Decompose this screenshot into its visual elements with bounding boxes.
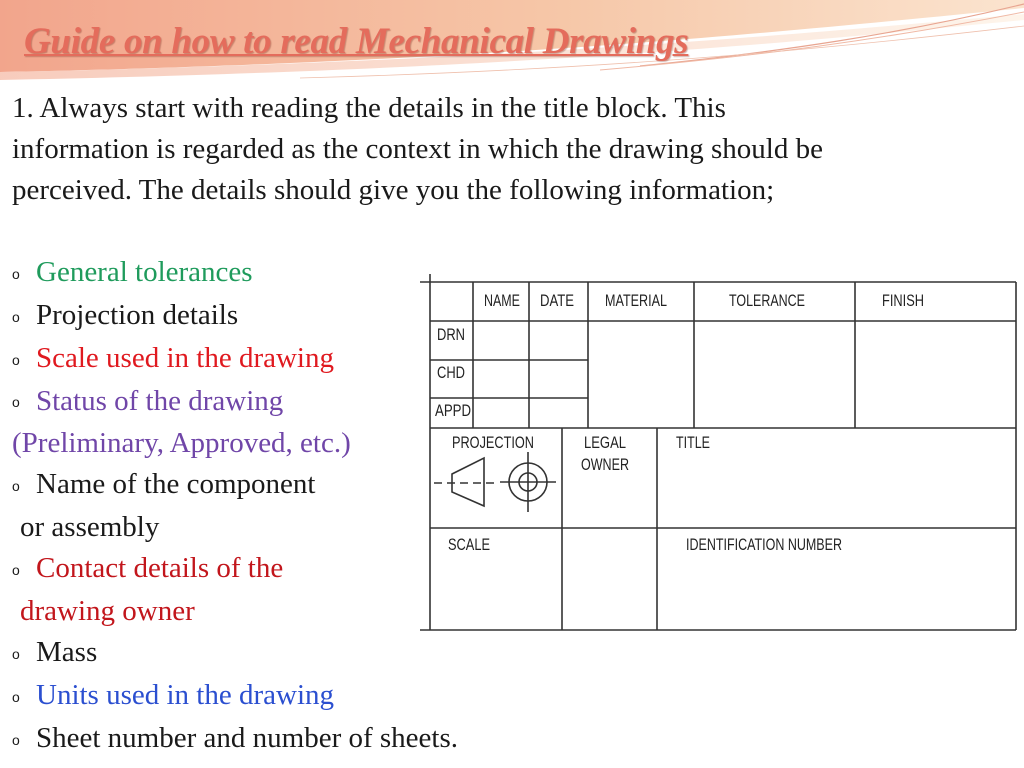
bullet-icon: o — [12, 265, 20, 282]
list-item-units — [12, 675, 458, 718]
bullet-icon: o — [12, 688, 20, 705]
title-block-drawing — [418, 266, 1022, 650]
list-item-general-tolerances — [12, 252, 458, 295]
list-item-text-continued: (Preliminary, Approved, etc.) — [12, 427, 351, 460]
tb-header-tolerance: TOLERANCE — [729, 291, 805, 310]
tb-row-chd: CHD — [437, 363, 465, 382]
list-item-mass — [12, 632, 458, 675]
tb-legal-owner-line1: LEGAL — [584, 433, 626, 452]
bullet-icon: o — [12, 394, 20, 411]
tb-scale-label: SCALE — [448, 535, 490, 554]
intro-line: 1. Always start with reading the details in the title block. This — [12, 92, 726, 124]
list-item-contact-details — [12, 548, 458, 632]
tb-row-appd: APPD — [435, 401, 471, 420]
list-item-text: Mass — [36, 636, 98, 669]
intro-paragraph — [12, 88, 1012, 211]
list-item-text: Sheet number and number of sheets. — [36, 721, 459, 754]
list-item-status — [12, 381, 458, 465]
list-item-text-continued: or assembly — [20, 511, 160, 544]
list-item-text: Units used in the drawing — [36, 678, 335, 711]
list-item-text-continued: drawing owner — [20, 595, 195, 628]
tb-legal-owner-line2: OWNER — [581, 455, 629, 474]
tb-identification-label: IDENTIFICATION NUMBER — [686, 535, 842, 554]
tb-header-date: DATE — [540, 291, 574, 310]
list-item-text: General tolerances — [36, 256, 253, 288]
tb-header-finish: FINISH — [882, 291, 924, 310]
list-item-scale — [12, 338, 458, 381]
tb-title-label: TITLE — [676, 433, 710, 452]
bullet-icon: o — [12, 478, 20, 495]
list-item-text: Scale used in the drawing — [36, 341, 334, 374]
bullet-icon: o — [12, 562, 20, 579]
list-item-text: Status of the drawing — [36, 384, 284, 417]
bullet-icon: o — [12, 731, 20, 748]
list-item-text: Projection details — [36, 298, 239, 331]
tb-projection-label: PROJECTION — [452, 433, 534, 452]
list-item-sheet-number — [12, 718, 458, 761]
intro-line: information is regarded as the context in which the drawing should be — [12, 133, 823, 165]
tb-row-drn: DRN — [437, 325, 465, 344]
title-block-info-list — [12, 252, 458, 761]
bullet-icon: o — [12, 351, 20, 368]
list-item-component-name — [12, 464, 458, 548]
slide-title: Guide on how to read Mechanical Drawings — [24, 21, 689, 62]
list-item-projection-details — [12, 295, 458, 338]
bullet-icon: o — [12, 645, 20, 662]
tb-header-material: MATERIAL — [605, 291, 667, 310]
list-item-text: Contact details of the — [36, 552, 284, 585]
intro-line: perceived. The details should give you the following information; — [12, 174, 775, 206]
list-item-text: Name of the component — [36, 468, 316, 501]
bullet-icon: o — [12, 308, 20, 325]
tb-header-name: NAME — [484, 291, 520, 310]
